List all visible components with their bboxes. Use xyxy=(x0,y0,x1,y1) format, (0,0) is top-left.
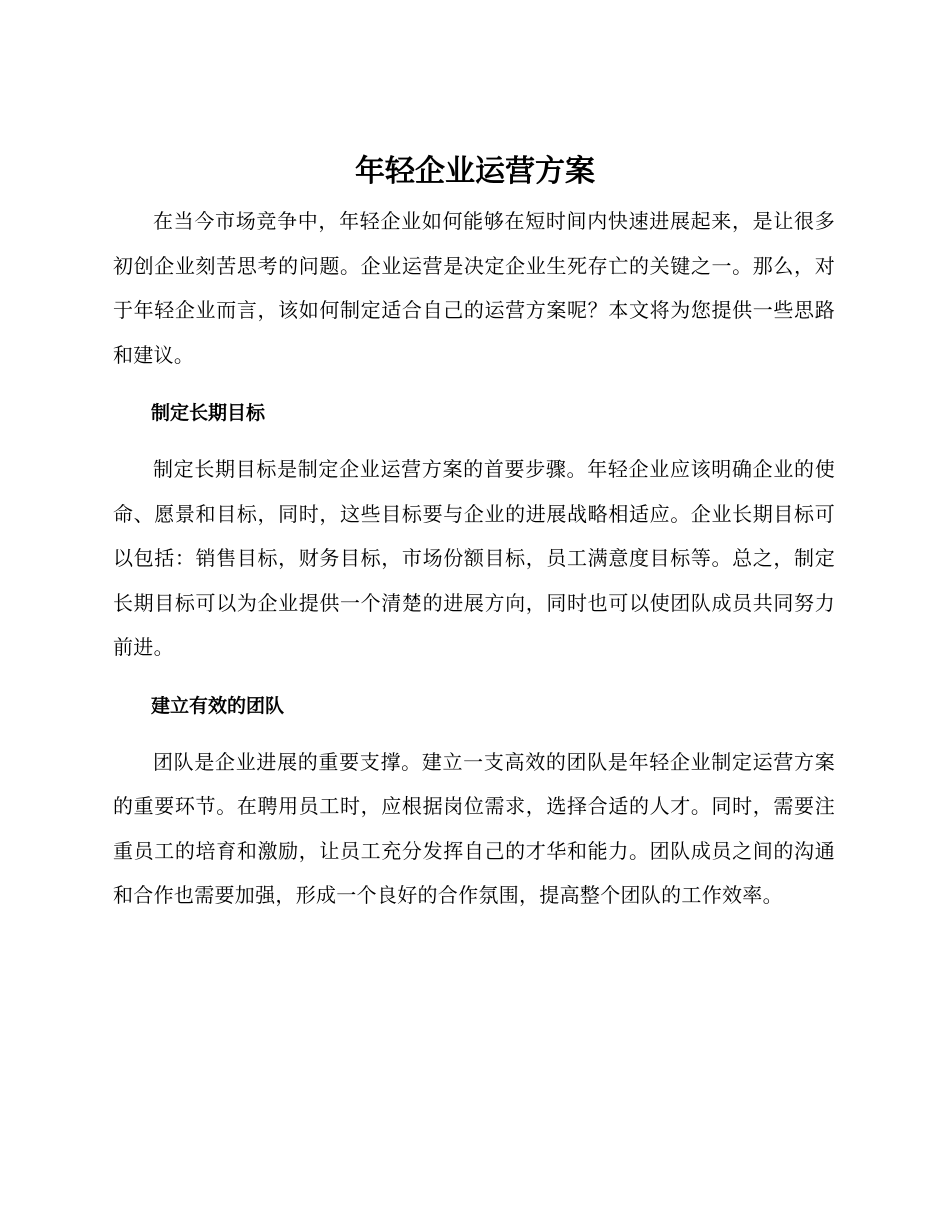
document-title: 年轻企业运营方案 xyxy=(355,154,595,189)
section-paragraph-effective-team: 团队是企业进展的重要支撑。建立一支高效的团队是年轻企业制定运营方案的重要环节。在聘用员工时，应根据岗位需求，选择合适的人才。同时，需要注重员工的培育和激励，让员工充分发挥自己的才华和能力。团队成员之间的沟通和合作也需要加强，形成一个良好的合作氛围，提高整个团队的工作效率。 xyxy=(113,749,835,907)
section-paragraph-long-term-goals: 制定长期目标是制定企业运营方案的首要步骤。年轻企业应该明确企业的使命、愿景和目标，同时，这些目标要与企业的进展战略相适应。企业长期目标可以包括：销售目标，财务目标，市场份额目标，员工满意度目标等。总之，制定长期目标可以为企业提供一个清楚的进展方向，同时也可以使团队成员共同努力前进。 xyxy=(113,457,835,659)
section-heading-effective-team: 建立有效的团队 xyxy=(151,694,285,717)
section-heading-long-term-goals: 制定长期目标 xyxy=(151,402,266,424)
document-body xyxy=(113,199,835,918)
intro-paragraph: 在当今市场竞争中，年轻企业如何能够在短时间内快速进展起来，是让很多初创企业刻苦思考的问题。企业运营是决定企业生死存亡的关键之一。那么，对于年轻企业而言，该如何制定适合自己的运营方案呢？本文将为您提供一些思路和建议。 xyxy=(113,209,835,367)
